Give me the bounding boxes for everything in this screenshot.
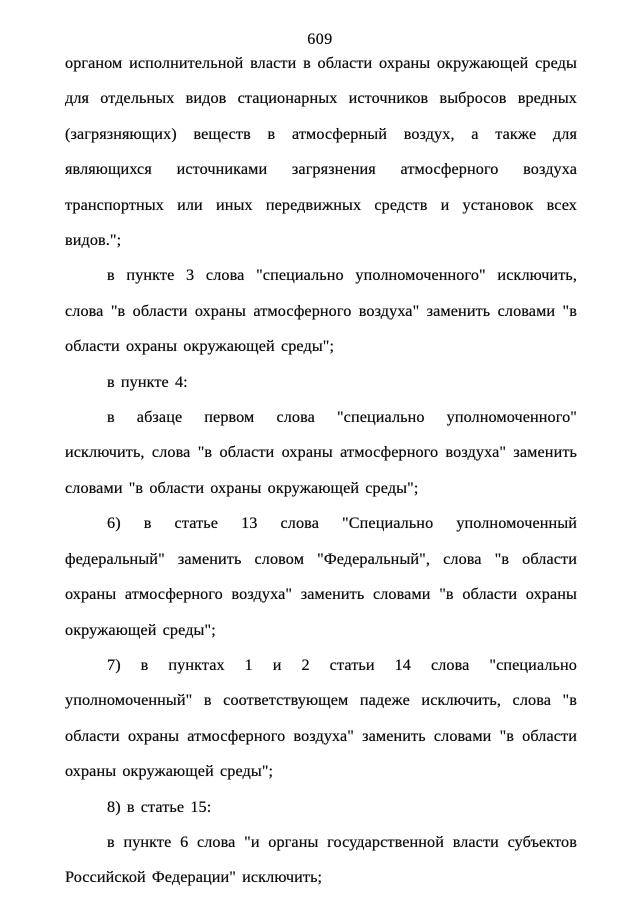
paragraph-continuation: органом исполнительной власти в области охраны окружающей среды для отдельных видов стационарных источников выбросов вредных (загрязняющих) веществ в атмосферный воздух, а также для являющихся источниками загрязнения атмосферного воздуха транспортных или иных передвижных средств и установок всех видов.";: [65, 54, 577, 250]
paragraph-item-6: 6) в статье 13 слова "Специально уполномоченный федеральный" заменить словом "Федеральный", слова "в области охраны атмосферного воздуха" заменить словами "в области охраны окружающей среды";: [65, 514, 577, 639]
paragraph-item-4-body: в абзаце первом слова "специально уполномоченного" исключить, слова "в области охраны атмосферного воздуха" заменить словами "в области охраны окружающей среды";: [65, 408, 577, 497]
paragraph-item-8-heading: 8) в статье 15:: [107, 797, 212, 816]
paragraph-item-4-heading: в пункте 4:: [107, 372, 188, 391]
paragraph-item-3: в пункте 3 слова "специально уполномоченного" исключить, слова "в области охраны атмосферного воздуха" заменить словами "в области охраны окружающей среды";: [65, 266, 577, 356]
paragraph-item-8-body: в пункте 6 слова "и органы государственной власти субъектов Российской Федерации" исключить;: [65, 832, 577, 887]
page-number: 609: [307, 31, 333, 48]
paragraph-item-7: 7) в пунктах 1 и 2 статьи 14 слова "специально уполномоченный" в соответствующем падеже исключить, слова "в области охраны атмосферного воздуха" заменить словами "в области охраны окружающей среды";: [65, 655, 577, 781]
document-body: [65, 46, 577, 896]
